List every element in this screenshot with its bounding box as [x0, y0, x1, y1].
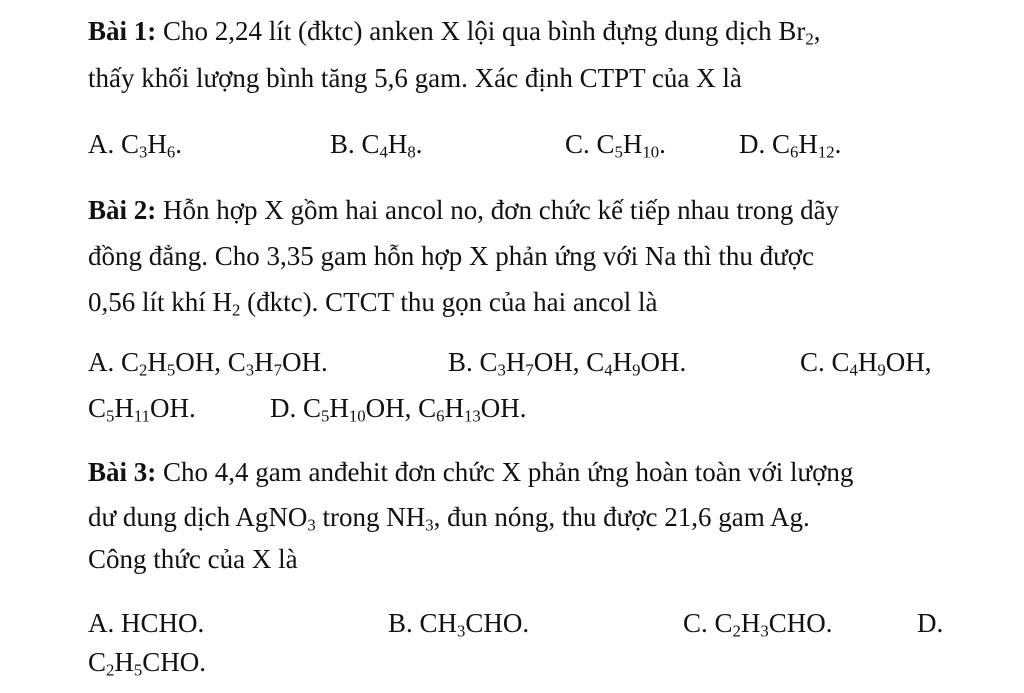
q1-option-a[interactable]: [88, 127, 182, 161]
formula-text: H: [387, 129, 408, 159]
formula-text: C: [121, 347, 140, 377]
formula-subscript: 10: [348, 406, 366, 426]
option-letter: B.: [330, 129, 362, 159]
formula-text: CHO.: [768, 608, 833, 638]
formula-subscript: 3: [760, 621, 769, 641]
option-letter: B.: [448, 347, 480, 377]
formula-subscript: 7: [525, 360, 534, 380]
formula-subscript: 4: [849, 360, 858, 380]
formula-subscript: 9: [632, 360, 641, 380]
q3-line-3: Công thức của X là: [88, 544, 298, 574]
q2-line-2: đồng đẳng. Cho 3,35 gam hỗn hợp X phản ứng với Na thì thu được: [88, 241, 815, 271]
formula-text: H: [254, 347, 274, 377]
option-letter: C.: [800, 347, 832, 377]
formula-text: CHO.: [142, 647, 207, 677]
formula-subscript: 4: [379, 142, 388, 162]
formula-text: OH.: [640, 347, 687, 377]
formula-text: OH.: [282, 347, 328, 377]
formula-text: C: [303, 393, 322, 423]
q3-sub-2: 3: [425, 515, 434, 535]
q1-text-1: Cho 2,24 lít (đktc) anken X lội qua bình đựng dung dịch Br: [156, 16, 806, 46]
formula-subscript: 8: [407, 142, 416, 162]
option-letter: D.: [739, 129, 772, 159]
formula-text: OH.: [150, 393, 196, 423]
q3-option-a[interactable]: [88, 606, 204, 640]
formula-subscript: 4: [604, 360, 613, 380]
q3-option-d-cont[interactable]: [88, 645, 206, 679]
formula-text: .: [659, 129, 666, 159]
formula-subscript: 7: [273, 360, 283, 380]
q3-label: Bài 3:: [88, 457, 157, 487]
q3-text-2b: trong NH: [315, 502, 426, 532]
formula-subscript: 12: [817, 142, 835, 162]
formula-text: OH,: [885, 347, 932, 377]
q2-option-b[interactable]: [448, 345, 686, 379]
option-letter: D.: [917, 608, 944, 638]
formula-subscript: 6: [166, 142, 176, 162]
formula-subscript: 5: [166, 360, 176, 380]
option-letter: C.: [565, 129, 597, 159]
q2-option-d[interactable]: [270, 391, 527, 425]
formula-text: H: [798, 129, 818, 159]
q3-text-1: Cho 4,4 gam anđehit đơn chức X phản ứng hoàn toàn với lượng: [156, 457, 854, 487]
q3-text-2a: dư dung dịch AgNO: [88, 502, 308, 532]
formula-subscript: 3: [457, 621, 466, 641]
formula-text: HCHO.: [121, 608, 205, 638]
formula-subscript: 5: [614, 142, 623, 162]
formula-text: H: [505, 347, 526, 377]
formula-subscript: 2: [106, 660, 115, 680]
formula-subscript: 3: [245, 360, 255, 380]
q3-option-b[interactable]: [388, 606, 529, 640]
formula-subscript: 10: [642, 142, 660, 162]
formula-text: CHO.: [465, 608, 530, 638]
formula-text: H: [444, 393, 465, 423]
formula-subscript: 9: [877, 360, 886, 380]
q3-text-2c: , đun nóng, thu được 21,6 gam Ag.: [433, 502, 810, 532]
formula-text: C: [361, 129, 380, 159]
q2-option-c-cont[interactable]: [88, 391, 196, 425]
formula-subscript: 2: [732, 621, 741, 641]
q3-line-2: [88, 500, 810, 534]
formula-text: H: [147, 347, 167, 377]
option-letter: A.: [88, 347, 121, 377]
q2-option-c[interactable]: [800, 345, 932, 379]
formula-text: C: [121, 129, 140, 159]
q3-line-1: [88, 455, 853, 489]
formula-text: H: [612, 347, 633, 377]
formula-text: CH: [419, 608, 458, 638]
formula-text: H: [147, 129, 167, 159]
option-letter: A.: [88, 608, 121, 638]
formula-subscript: 6: [790, 142, 799, 162]
q2-text-3a: 0,56 lít khí H: [88, 287, 233, 317]
q1-option-d[interactable]: [739, 127, 841, 161]
formula-text: H: [114, 393, 134, 423]
formula-subscript: 3: [139, 142, 148, 162]
q1-option-b[interactable]: [330, 127, 423, 161]
q1-label: Bài 1:: [88, 16, 157, 46]
q2-line-1: [88, 193, 839, 227]
option-letter: B.: [388, 608, 420, 638]
q1-sub: 2: [805, 29, 814, 49]
formula-text: OH, C: [365, 393, 437, 423]
formula-text: H: [740, 608, 761, 638]
formula-subscript: 6: [436, 406, 445, 426]
q2-text-1: Hỗn hợp X gồm hai ancol no, đơn chức kế tiếp nhau trong dãy: [156, 195, 840, 225]
q2-text-3b: (đktc). CTCT thu gọn của hai ancol là: [240, 287, 658, 317]
formula-subscript: 11: [133, 406, 151, 426]
option-letter: C.: [683, 608, 715, 638]
q1-line-1: [88, 14, 820, 48]
formula-text: OH, C: [533, 347, 605, 377]
formula-text: H: [329, 393, 349, 423]
formula-subscript: 5: [133, 660, 143, 680]
option-letter: D.: [270, 393, 303, 423]
formula-text: C: [596, 129, 615, 159]
q2-line-3: [88, 285, 658, 319]
option-letter: A.: [88, 129, 121, 159]
formula-text: C: [88, 393, 107, 423]
formula-text: C: [714, 608, 733, 638]
formula-text: C: [88, 647, 107, 677]
formula-subscript: 2: [139, 360, 148, 380]
q3-sub-1: 3: [307, 515, 316, 535]
formula-text: OH, C: [175, 347, 246, 377]
formula-text: H: [857, 347, 878, 377]
formula-text: H: [622, 129, 643, 159]
q3-option-d[interactable]: [917, 606, 943, 640]
formula-text: .: [415, 129, 423, 159]
formula-subscript: 5: [106, 406, 115, 426]
q1-option-c[interactable]: [565, 127, 666, 161]
formula-text: C: [479, 347, 498, 377]
formula-subscript: 5: [321, 406, 330, 426]
q1-line-2: thấy khối lượng bình tăng 5,6 gam. Xác định CTPT của X là: [88, 63, 742, 93]
q3-option-c[interactable]: [683, 606, 833, 640]
formula-text: .: [175, 129, 183, 159]
formula-text: .: [834, 129, 842, 159]
q2-label: Bài 2:: [88, 195, 157, 225]
formula-subscript: 13: [464, 406, 481, 426]
q2-sub: 2: [232, 300, 241, 320]
q1-text-1-end: ,: [813, 16, 821, 46]
q2-option-a[interactable]: [88, 345, 328, 379]
formula-subscript: 3: [497, 360, 506, 380]
formula-text: C: [772, 129, 791, 159]
formula-text: OH.: [480, 393, 527, 423]
formula-text: C: [831, 347, 850, 377]
formula-text: H: [114, 647, 134, 677]
